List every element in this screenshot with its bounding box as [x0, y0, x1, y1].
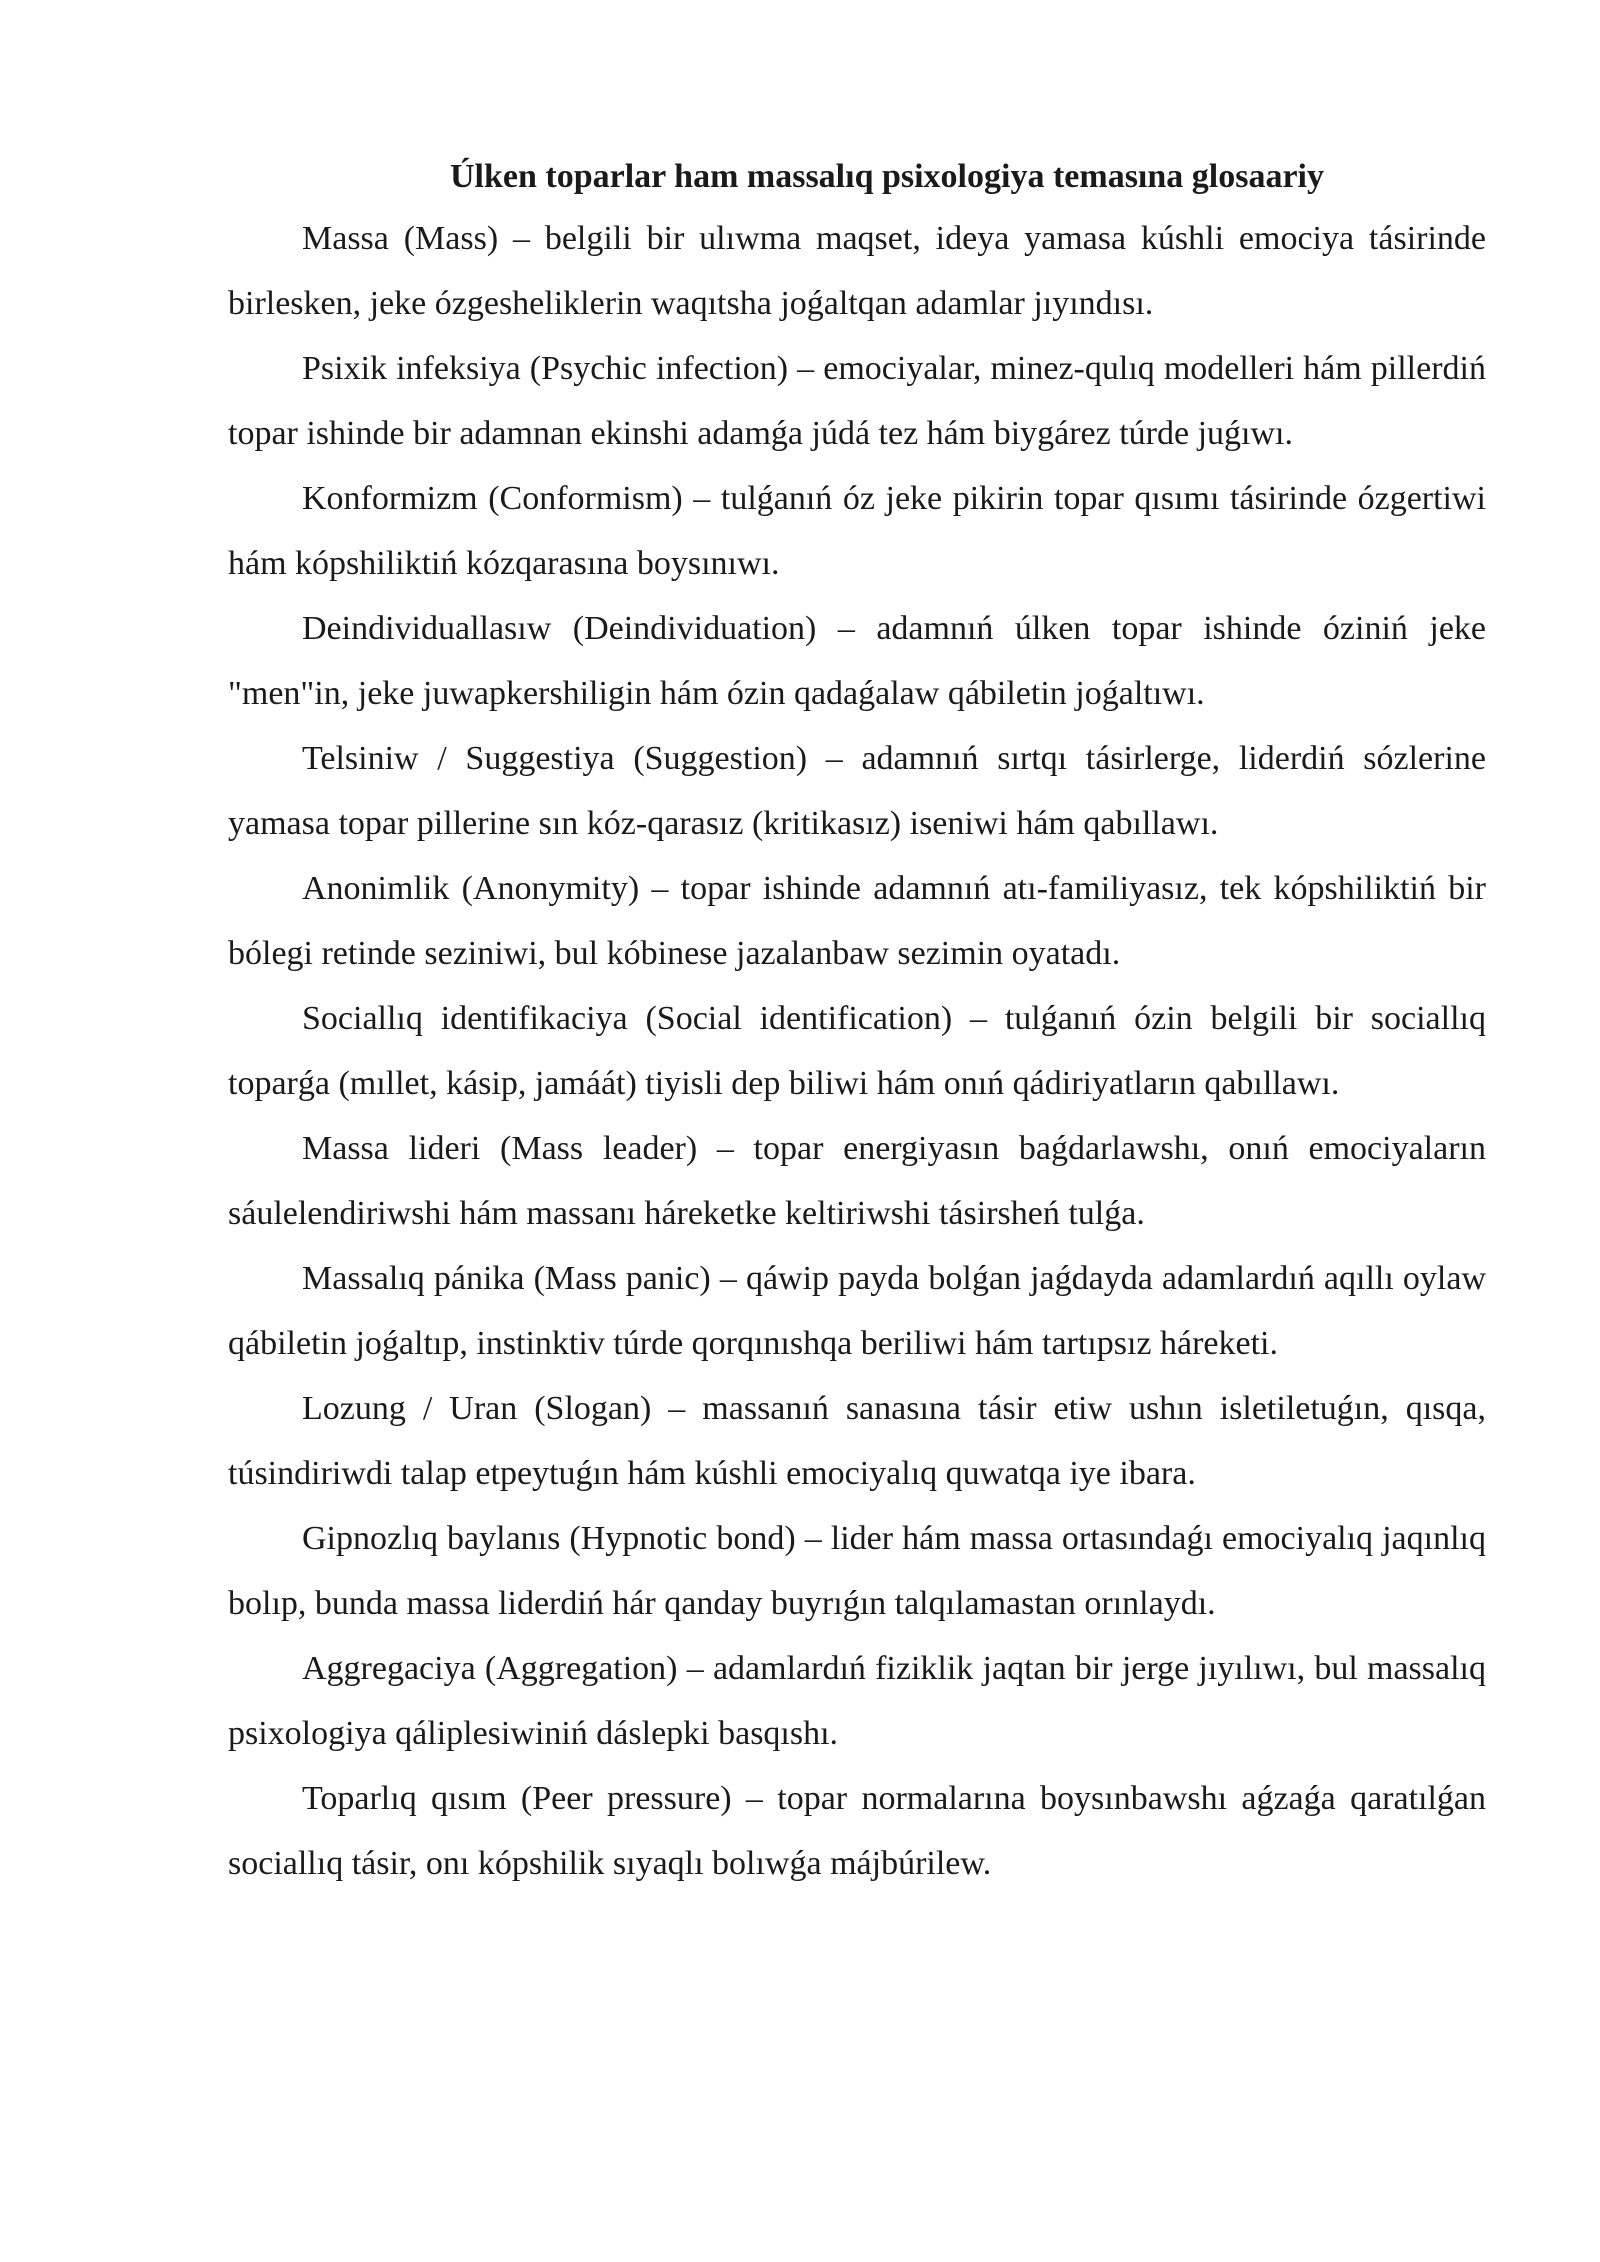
glossary-entry-mass: Massa (Mass) – belgili bir ulıwma maqset, ideya yamasa kúshli emociya tásirinde birlesken, jeke ózgesheliklerin waqıtsha joǵaltqan adamlar jıyındısı.	[228, 220, 1486, 322]
glossary-entry-social-identification: Sociallıq identifikaciya (Social identification) – tulǵanıń ózin belgili bir sociallıq toparǵa (mıllet, kásip, jamáát) tiyisli dep biliwi hám onıń qádiriyatların qabıllawı.	[228, 1000, 1486, 1102]
glossary-entry-deindividuation: Deindividuallasıw (Deindividuation) – adamnıń úlken topar ishinde óziniń jeke "men"in, jeke juwapkershiligin hám ózin qadaǵalaw qábiletin joǵaltıwı.	[228, 610, 1486, 712]
glossary-entry-peer-pressure: Toparlıq qısım (Peer pressure) – topar normalarına boysınbawshı aǵzaǵa qaratılǵan sociallıq tásir, onı kópshilik sıyaqlı bolıwǵa májbúrilew.	[228, 1780, 1486, 1882]
document-title: Úlken toparlar ham massalıq psixologiya temasına glosaariy	[450, 158, 1324, 195]
glossary-entry-conformism: Konformizm (Conformism) – tulǵanıń óz jeke pikirin topar qısımı tásirinde ózgertiwi hám kópshiliktiń kózqarasına boysınıwı.	[228, 480, 1486, 582]
glossary-entry-aggregation: Aggregaciya (Aggregation) – adamlardıń fiziklik jaqtan bir jerge jıyılıwı, bul massalıq psixologiya qáliplesiwiniń dáslepki basqıshı.	[228, 1650, 1486, 1752]
glossary-entry-anonymity: Anonimlik (Anonymity) – topar ishinde adamnıń atı-familiyasız, tek kópshiliktiń bir bólegi retinde seziniwi, bul kóbinese jazalanbaw sezimin oyatadı.	[228, 870, 1486, 972]
document-body	[228, 148, 1486, 1896]
glossary-entry-suggestion: Telsiniw / Suggestiya (Suggestion) – adamnıń sırtqı tásirlerge, liderdiń sózlerine yamasa topar pillerine sın kóz-qarasız (kritikasız) iseniwi hám qabıllawı.	[228, 740, 1486, 842]
glossary-entry-mass-panic: Massalıq pánika (Mass panic) – qáwip payda bolǵan jaǵdayda adamlardıń aqıllı oylaw qábiletin joǵaltıp, instinktiv túrde qorqınıshqa beriliwi hám tartıpsız háreketi.	[228, 1260, 1486, 1362]
glossary-entry-mass-leader: Massa lideri (Mass leader) – topar energiyasın baǵdarlawshı, onıń emociyaların sáulelendiriwshi hám massanı háreketke keltiriwshi tásirsheń tulǵa.	[228, 1130, 1486, 1232]
glossary-entry-hypnotic-bond: Gipnozlıq baylanıs (Hypnotic bond) – lider hám massa ortasındaǵı emociyalıq jaqınlıq bolıp, bunda massa liderdiń hár qanday buyrıǵın talqılamastan orınlaydı.	[228, 1520, 1486, 1622]
glossary-entry-slogan: Lozung / Uran (Slogan) – massanıń sanasına tásir etiw ushın isletiletuǵın, qısqa, túsindiriwdi talap etpeytuǵın hám kúshli emociyalıq quwatqa iye ibara.	[228, 1390, 1486, 1492]
glossary-entry-psychic-infection: Psixik infeksiya (Psychic infection) – emociyalar, minez-qulıq modelleri hám pillerdiń topar ishinde bir adamnan ekinshi adamǵa júdá tez hám biygárez túrde juǵıwı.	[228, 350, 1486, 452]
